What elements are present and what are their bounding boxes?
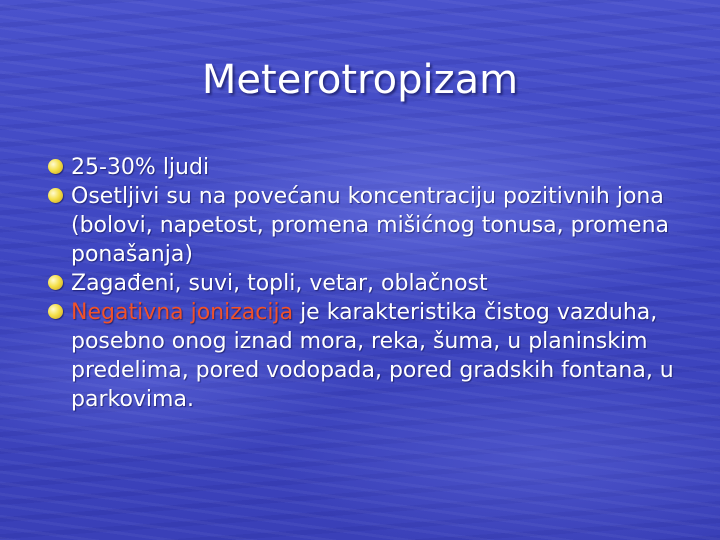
bullet-dot-icon	[48, 188, 63, 203]
highlighted-term: Negativna jonizacija	[71, 300, 294, 325]
bullet-item	[44, 182, 684, 269]
bullet-list	[44, 153, 684, 414]
bullet-dot-icon	[48, 159, 63, 174]
bullet-text: Zagađeni, suvi, topli, vetar, oblačnost	[71, 271, 488, 296]
bullet-dot-icon	[48, 275, 63, 290]
bullet-text: je karakteristika čistog vazduha, posebno onog iznad mora, reka, šuma, u planinskim predelima, pored vodopada, pored gradskih fontana, u parkovima.	[71, 300, 674, 412]
bullet-item	[44, 298, 684, 414]
bullet-dot-icon	[48, 304, 63, 319]
bullet-item	[44, 269, 684, 298]
bullet-text: Osetljivi su na povećanu koncentraciju pozitivnih jona (bolovi, napetost, promena mišićnog tonusa, promena ponašanja)	[71, 184, 670, 267]
slide-title: Meterotropizam	[201, 57, 519, 103]
bullet-text: 25-30% ljudi	[71, 155, 210, 180]
bullet-item	[44, 153, 684, 182]
